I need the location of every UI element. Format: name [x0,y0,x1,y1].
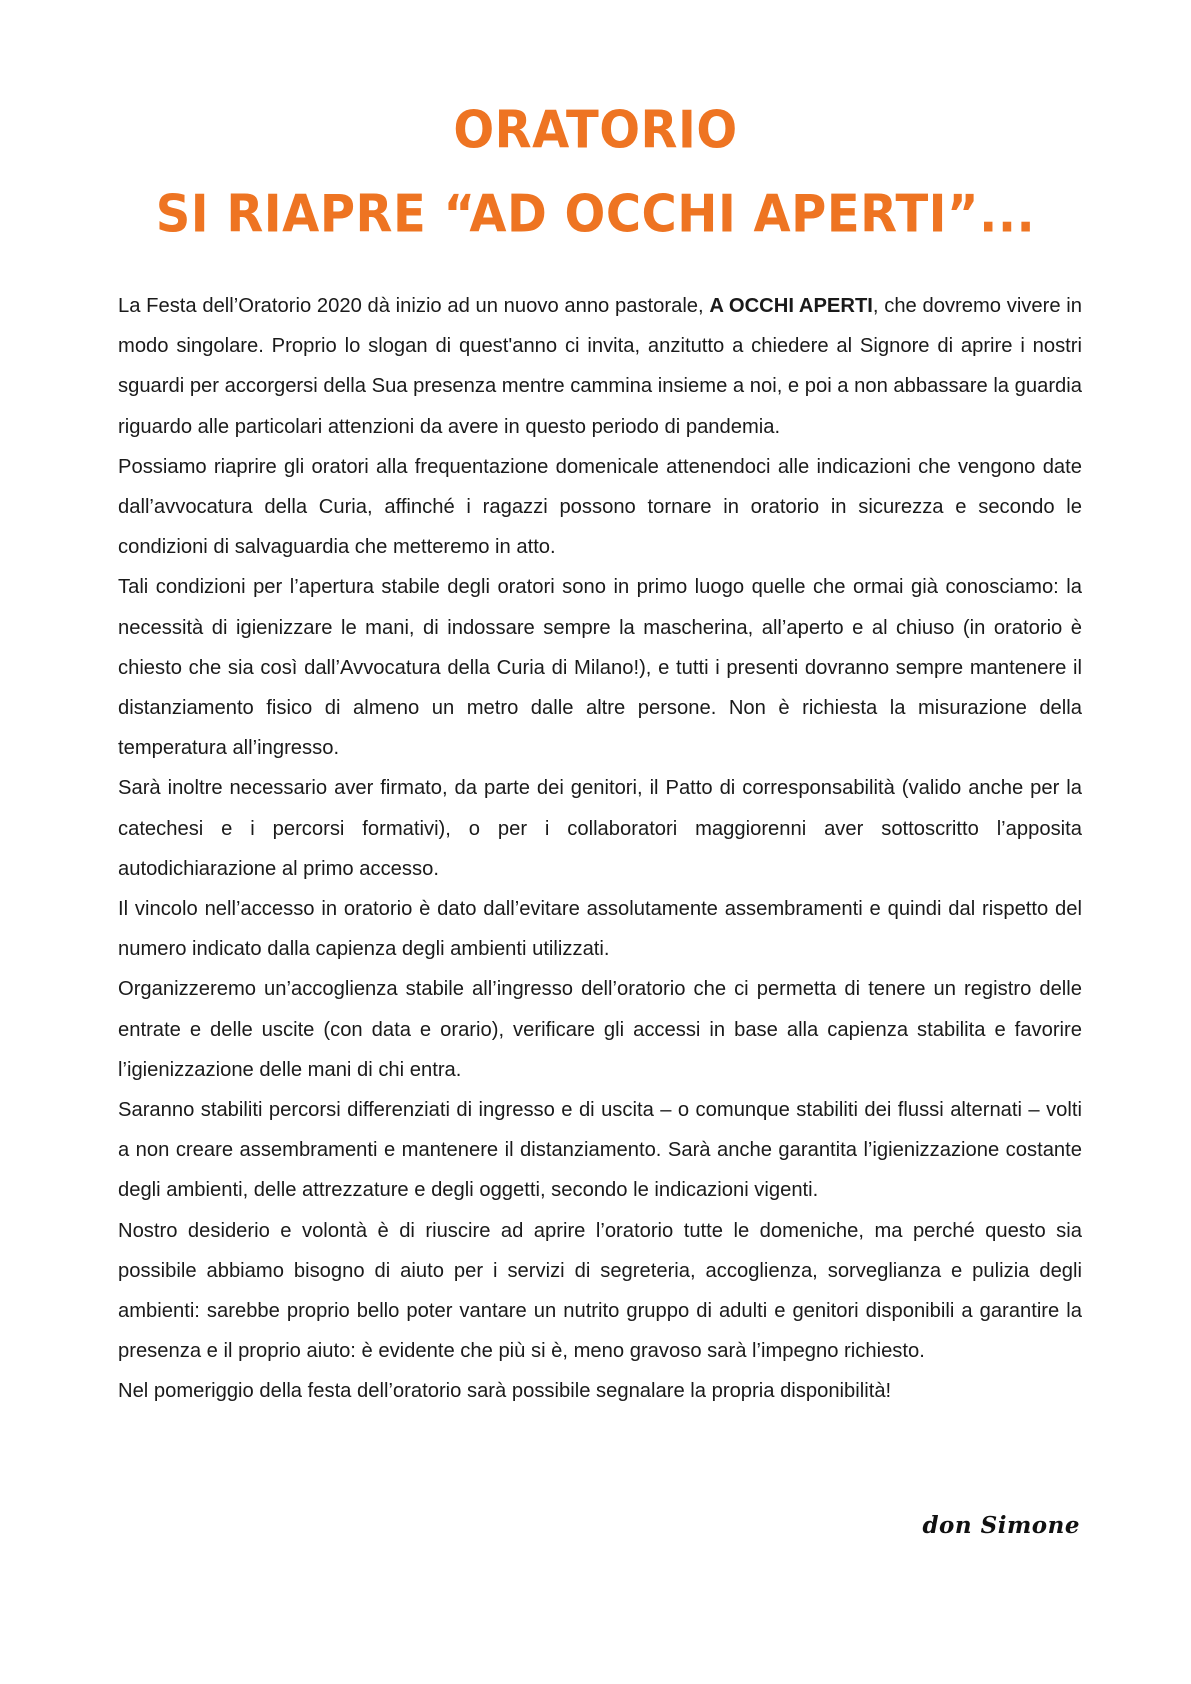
paragraph-intro [118,286,1082,447]
signature: don Simone [922,1512,1080,1539]
paragraph: Nostro desiderio e volontà è di riuscire ad aprire l’oratorio tutte le domeniche, ma perché questo sia possibile abbiamo bisogno di aiuto per i servizi di segreteria, accoglienza, sorveglianza e pulizia degli ambienti: sarebbe proprio bello poter vantare un nutrito gruppo di adulti e genitori disponibili a garantire la presenza e il proprio aiuto: è evidente che più si è, meno gravoso sarà l’impegno richiesto. [118,1219,1082,1363]
paragraph: Nel pomeriggio della festa dell’oratorio sarà possibile segnalare la propria disponibilità! [118,1380,892,1403]
paragraph: Sarà inoltre necessario aver firmato, da parte dei genitori, il Patto di corresponsabilità (valido anche per la catechesi e i percorsi formativi), o per i collaboratori maggiorenni aver sottoscritto l’apposita autodichiarazione al primo accesso. [118,777,1082,880]
slogan-text: A OCCHI APERTI [709,295,873,317]
paragraph: Tali condizioni per l’apertura stabile degli oratori sono in primo luogo quelle che ormai già conosciamo: la necessità di igienizzare le mani, di indossare sempre la mascherina, all’aperto e al chiuso (in oratorio è chiesto che sia così dall’Avvocatura della Curia di Milano!), e tutti i presenti dovranno sempre mantenere il distanziamento fisico di almeno un metro dalle altre persone. Non è richiesta la misurazione della temperatura all’ingresso. [118,576,1082,760]
paragraph-intro-start: La Festa dell’Oratorio 2020 dà inizio ad un nuovo anno pastorale, [118,295,710,317]
paragraph: Saranno stabiliti percorsi differenziati di ingresso e di uscita – o comunque stabiliti dei flussi alternati – volti a non creare assembramenti e mantenere il distanziamento. Sarà anche garantita l’igienizzazione costante degli ambienti, delle attrezzature e degli oggetti, secondo le indicazioni vigenti. [118,1099,1082,1202]
title-line-1: ORATORIO [453,99,738,161]
paragraph: Possiamo riaprire gli oratori alla frequentazione domenicale attenendoci alle indicazioni che vengono date dall’avvocatura della Curia, affinché i ragazzi possono tornare in oratorio in sicurezza e secondo le condizioni di salvaguardia che metteremo in atto. [118,455,1082,559]
title-line-2: SI RIAPRE “AD OCCHI APERTI”... [155,183,1036,245]
paragraph: Organizzeremo un’accoglienza stabile all’ingresso dell’oratorio che ci permetta di tenere un registro delle entrate e delle uscite (con data e orario), verificare gli accessi in base alla capienza stabilita e favorire l’igienizzazione delle mani di chi entra. [118,978,1082,1081]
page-title [0,88,1191,256]
article-body [118,286,1082,1412]
paragraph-intro-end: , che dovremo vivere in modo singolare. Proprio lo slogan di quest'anno ci invita, anzitutto a chiedere al Signore di aprire i nostri sguardi per accorgersi della Sua presenza mentre cammina insieme a noi, e poi a non abbassare la guardia riguardo alle particolari attenzioni da avere in questo periodo di pandemia. [118,295,1082,438]
paragraph: Il vincolo nell’accesso in oratorio è dato dall’evitare assolutamente assembramenti e quindi dal rispetto del numero indicato dalla capienza degli ambienti utilizzati. [118,898,1082,961]
